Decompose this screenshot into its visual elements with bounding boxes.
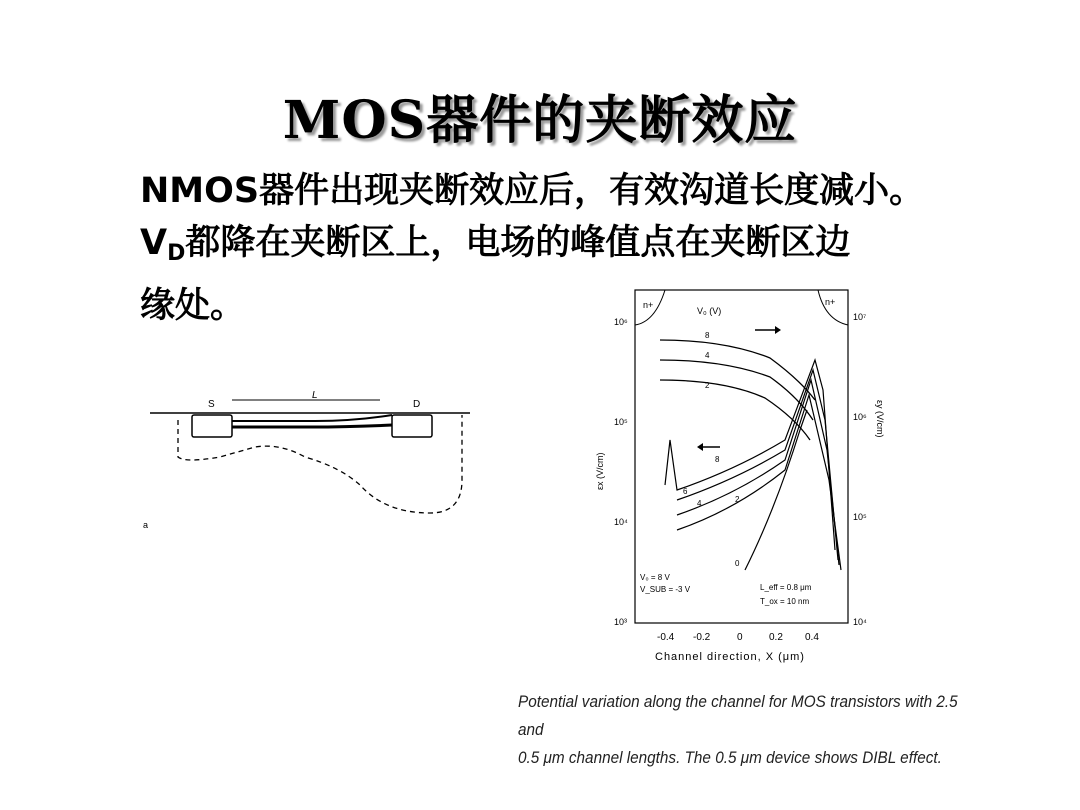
y-right-axis-label: εy (V/cm) <box>875 400 885 438</box>
x-tick-neg04: -0.4 <box>657 632 675 643</box>
vd-symbol: V <box>140 223 168 263</box>
body-line-2-rest: 都降在夹断区上，电场的峰值点在夹断区边 <box>185 223 851 263</box>
body-line-1: NMOS器件出现夹断效应后，有效沟道长度减小。 <box>140 171 925 211</box>
y-right-tick-1e7: 10⁷ <box>853 312 867 322</box>
param-vd: V₀ = 8 V <box>640 573 670 582</box>
curve-label-top-8: 8 <box>705 331 710 340</box>
y-right-tick-1e6: 10⁶ <box>853 412 867 422</box>
body-line-2 <box>140 217 1060 280</box>
caption-line-2: 0.5 μm channel lengths. The 0.5 μm device shows DIBL effect. <box>518 748 942 767</box>
curve-label-bottom-0: 0 <box>735 559 740 568</box>
param-vsub: V_SUB = -3 V <box>640 585 691 594</box>
source-label: S <box>208 399 215 410</box>
field-plot-figure <box>585 280 885 675</box>
n-left-label: n+ <box>643 300 654 310</box>
figure-corner-label: a <box>143 520 149 530</box>
y-left-tick-1e6: 10⁶ <box>614 317 628 327</box>
curve-label-bottom-2: 2 <box>735 495 740 504</box>
param-leff: L_eff = 0.8 μm <box>760 583 812 592</box>
x-tick-0: 0 <box>737 632 743 643</box>
x-axis-label: Channel direction, X (μm) <box>655 651 805 663</box>
x-tick-04: 0.4 <box>805 632 819 643</box>
param-tox: T_ox = 10 nm <box>760 597 810 606</box>
x-tick-02: 0.2 <box>769 632 783 643</box>
y-left-tick-1e5: 10⁵ <box>614 417 628 427</box>
mos-cross-section-figure <box>140 385 485 545</box>
curve-label-bottom-6: 6 <box>683 487 688 496</box>
y-right-tick-1e4: 10⁴ <box>853 617 867 627</box>
vd-header-label: V₀ (V) <box>697 306 722 316</box>
vd-subscript: D <box>167 241 186 266</box>
body-line-3: 缘处。 <box>140 286 246 326</box>
y-left-tick-1e3: 10³ <box>614 617 628 627</box>
n-right-label: n+ <box>825 297 836 307</box>
y-left-axis-label: εx (V/cm) <box>595 452 605 490</box>
curve-label-top-4: 4 <box>705 351 710 360</box>
length-label: L <box>312 390 318 401</box>
slide-title: MOS器件的夹断效应 <box>282 90 798 151</box>
figure-caption <box>518 688 986 772</box>
curve-label-bottom-8: 8 <box>715 455 720 464</box>
y-right-tick-1e5: 10⁵ <box>853 512 867 522</box>
caption-line-1: Potential variation along the channel for MOS transistors with 2.5 and <box>518 692 958 739</box>
curve-label-bottom-4: 4 <box>697 499 702 508</box>
drain-label: D <box>413 399 421 410</box>
y-left-tick-1e4: 10⁴ <box>614 517 628 527</box>
curve-label-top-2: 2 <box>705 381 710 390</box>
x-tick-neg02: -0.2 <box>693 632 711 643</box>
